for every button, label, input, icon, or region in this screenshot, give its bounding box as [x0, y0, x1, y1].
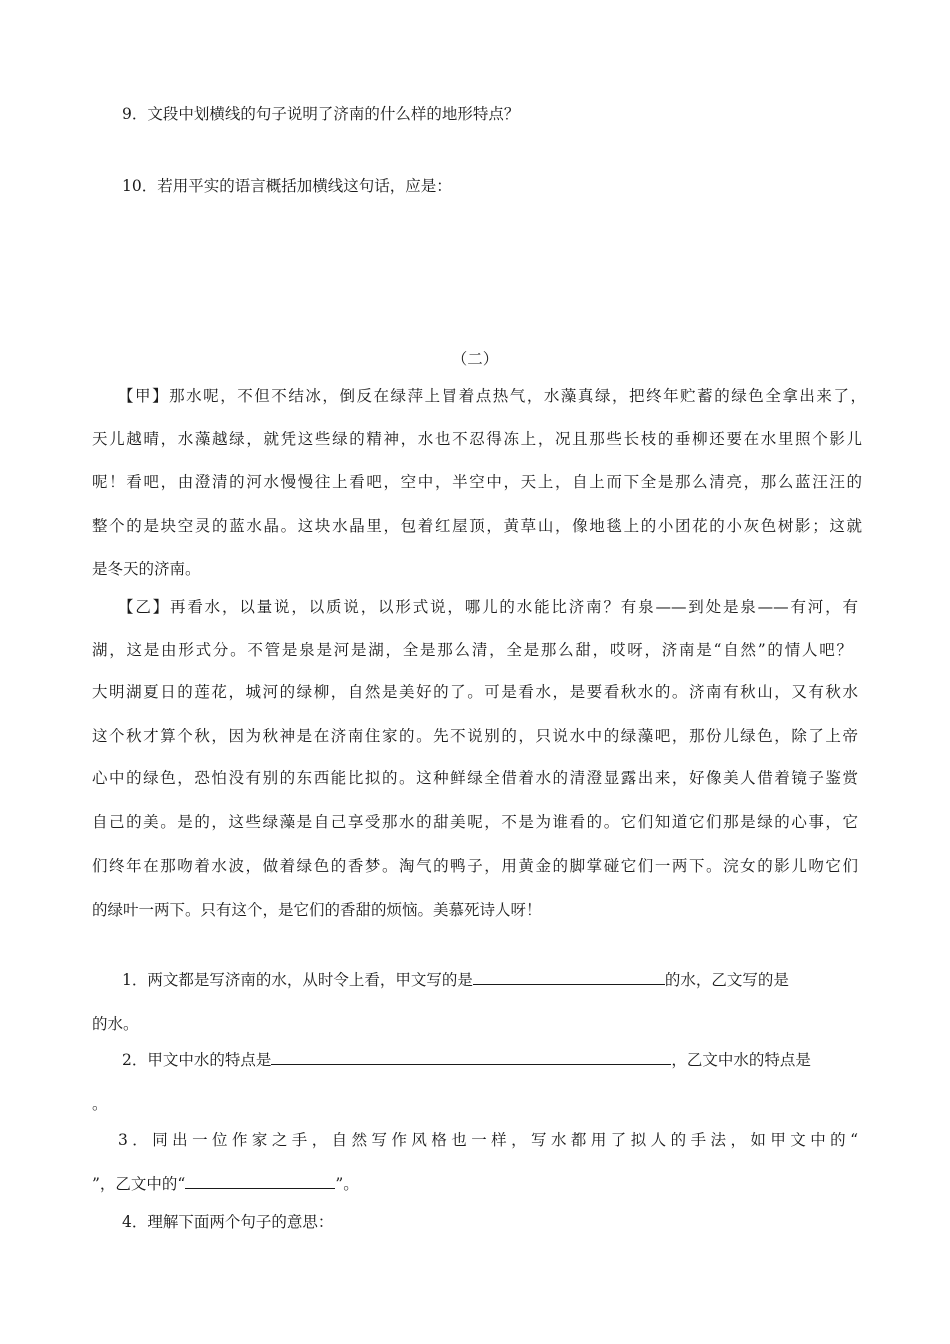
- passage-line: 这个秋才算个秋，因为秋神是在济南住家的。先不说别的，只说水中的绿藻吧，那份儿绿色，除了上帝: [92, 727, 858, 745]
- passage-line: 整个的是块空灵的蓝水晶。这块水晶里，包着红屋顶，黄草山，像地毯上的小团花的小灰色树影；这就: [92, 517, 862, 535]
- passage-line: 自己的美。是的，这些绿藻是自己享受那水的甜美呢，不是为谁看的。它们知道它们那是绿的心事，它: [92, 813, 858, 831]
- question-1-text: 1．两文都是写济南的水，从时令上看，甲文写的是: [122, 971, 473, 989]
- question-2-cont: 。: [92, 1095, 108, 1113]
- passage-line: 【甲】那水呢，不但不结冰，倒反在绿萍上冒着点热气，水藻真绿，把终年贮蓄的绿色全拿出来了，: [118, 387, 866, 405]
- question-3-text: ”，乙文中的“: [92, 1175, 186, 1193]
- passage-line: 湖，这是由形式分。不管是泉是河是湖，全是那么清，全是那么甜，哎呀，济南是“自然”的情人吧？: [92, 641, 852, 659]
- question-4: 4．理解下面两个句子的意思：: [122, 1213, 334, 1231]
- answer-blank[interactable]: [271, 1050, 671, 1065]
- passage-line: 们终年在那吻着水波，做着绿色的香梦。淘气的鸭子，用黄金的脚掌碰它们一两下。浣女的影儿吻它们: [92, 857, 858, 875]
- passage-line: 的绿叶一两下。只有这个，是它们的香甜的烦恼。美慕死诗人呀！: [92, 901, 542, 919]
- question-2: [122, 1050, 862, 1070]
- passage-line: 天儿越晴，水藻越绿，就凭这些绿的精神，水也不忍得冻上，况且那些长枝的垂柳还要在水里照个影儿: [92, 430, 862, 448]
- answer-blank[interactable]: [473, 970, 665, 985]
- passage-line: 呢！看吧，由澄清的河水慢慢往上看吧，空中，半空中，天上，自上而下全是那么清亮，那么蓝汪汪的: [92, 473, 862, 491]
- question-2-text: 2．甲文中水的特点是: [122, 1051, 272, 1069]
- section-title: （二）: [451, 350, 499, 368]
- passage-line: 心中的绿色，恐怕没有别的东西能比拟的。这种鲜绿全借着水的清澄显露出来，好像美人借着镜子鉴赏: [92, 769, 858, 787]
- passage-line: 是冬天的济南。: [92, 560, 201, 578]
- question-9: 9．文段中划横线的句子说明了济南的什么样的地形特点？: [122, 105, 520, 123]
- question-2-text: ，乙文中水的特点是: [671, 1051, 811, 1069]
- answer-blank[interactable]: [185, 1174, 335, 1189]
- question-3: 3．同出一位作家之手，自然写作风格也一样，写水都用了拟人的手法，如甲文中的“: [118, 1131, 858, 1149]
- question-3-cont: [92, 1174, 862, 1194]
- passage-line: 大明湖夏日的莲花，城河的绿柳，自然是美好的了。可是看水，是要看秋水的。济南有秋山，又有秋水: [92, 683, 858, 701]
- question-1: [122, 970, 862, 990]
- question-3-text: ”。: [335, 1175, 359, 1193]
- question-1-cont: 的水。: [92, 1015, 139, 1033]
- question-10: 10．若用平实的语言概括加横线这句话，应是：: [122, 177, 452, 195]
- question-1-text: 的水，乙文写的是: [664, 971, 789, 989]
- passage-line: 【乙】再看水，以量说，以质说，以形式说，哪儿的水能比济南？有泉——到处是泉——有河，有: [118, 598, 858, 616]
